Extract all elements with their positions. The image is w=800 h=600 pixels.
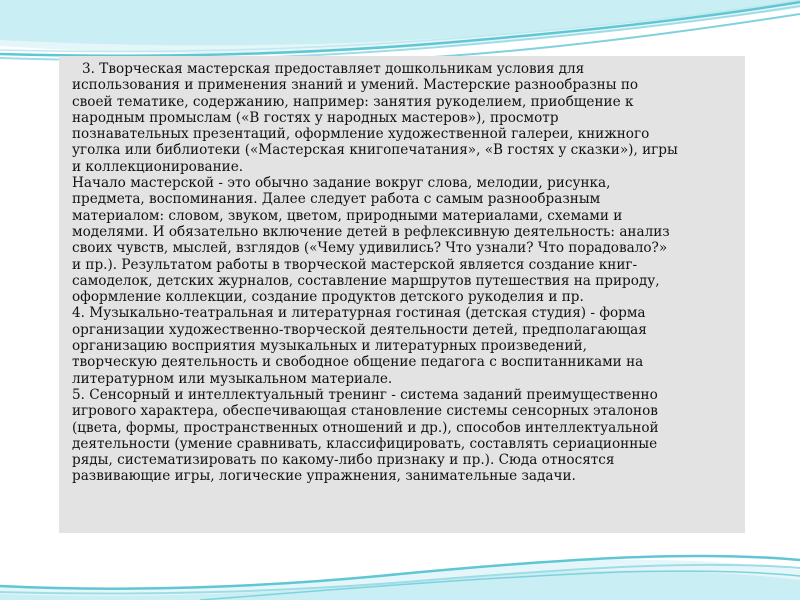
slide-text (72, 61, 742, 485)
bottom-wave-decoration (0, 530, 800, 600)
paragraph-creative-workshop: 3. Творческая мастерская предоставляет дошкольникам условия для использования и применения знаний и умений. Мастерские разнообразны по своей тематике, содержанию, например: занятия рукоделием, приобщение к народным промыслам («В гостях у народных мастеров»), просмотр познавательных презентаций, оформление художественной галереи, книжного уголка или библиотеки («Мастерская книгопечатания», «В гостях у сказки»), игры и коллекционирование. (72, 61, 678, 175)
paragraph-sensory-training: 5. Сенсорный и интеллектуальный тренинг - система заданий преимущественно игрового характера, обеспечивающая становление системы сенсорных эталонов (цвета, формы, пространственных отношений и др.), способов интеллектуальной деятельности (умение сравнивать, классифицировать, составлять сериационные ряды, систематизировать по какому-либо признаку и пр.). Сюда относятся развивающие игры, логические упражнения, занимательные задачи. (72, 386, 659, 485)
paragraph-workshop-start: Начало мастерской - это обычно задание вокруг слова, мелодии, рисунка, предмета, воспоминания. Далее следует работа с самым разнообразным материалом: словом, звуком, цветом, природными материалами, схемами и моделями. И обязательно включение детей в рефлексивную деятельность: анализ своих чувств, мыслей, взглядов («Чему удивились? Что узнали? Что порадовало?» и пр.). Результатом работы в творческой мастерской является создание книг- самоделок, детских журналов, составление маршрутов путешествия на природу, оформление коллекции, создание продуктов детского рукоделия и пр. (72, 175, 670, 306)
paragraph-music-theatre-lounge: 4. Музыкально-театральная и литературная гостиная (детская студия) - форма организации художественно-творческой деятельности детей, предполагающая организацию восприятия музыкальных и литературных произведений, творческую деятельность и свободное общение педагога с воспитанниками на литературном или музыкальном материале. (72, 305, 647, 387)
